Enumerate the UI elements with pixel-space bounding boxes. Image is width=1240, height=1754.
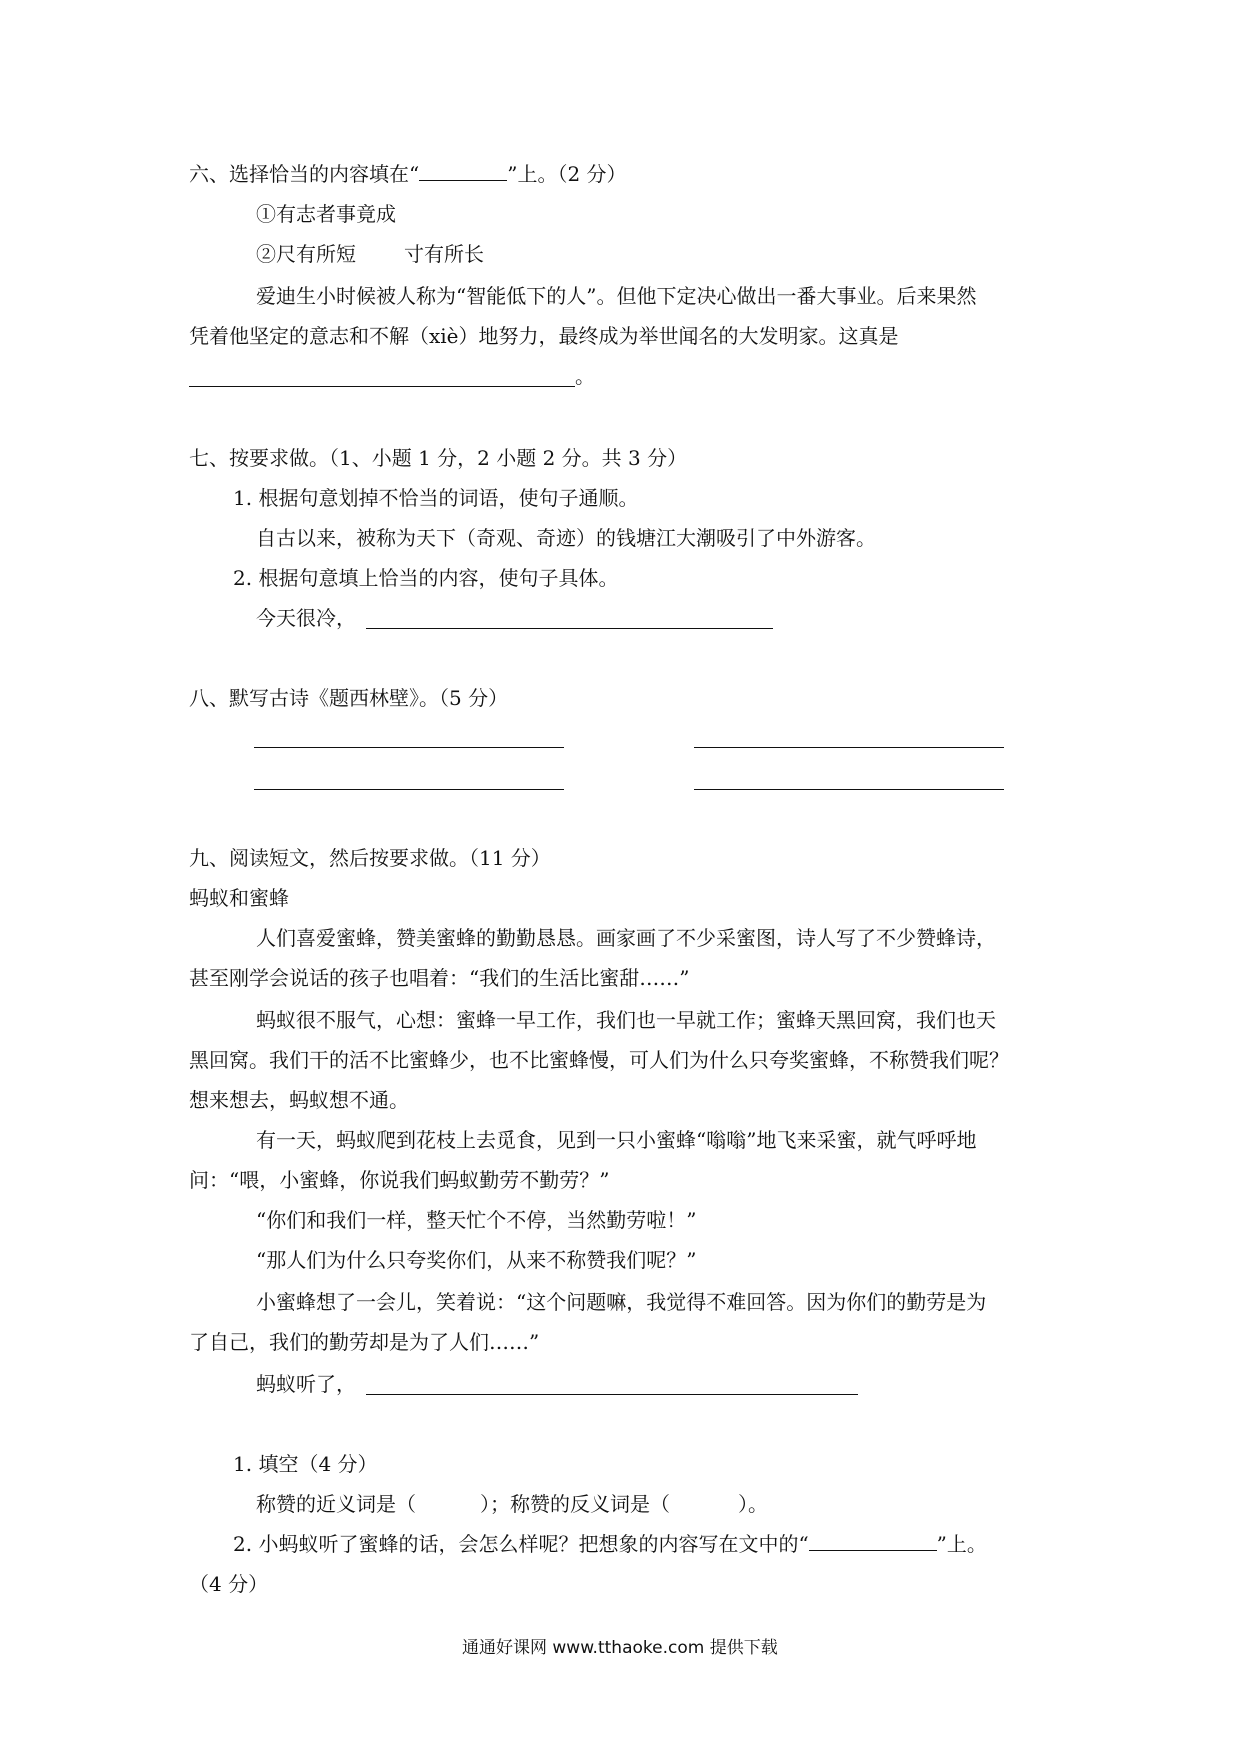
paragraph-line: 爱迪生小时候被人称为“智能低下的人”。但他下定决心做出一番大事业。后来果然 [256, 284, 977, 308]
section-8-heading: 八、默写古诗《题西林壁》。（5 分） [189, 686, 509, 710]
question-1-sentence: 自古以来，被称为天下（奇观、奇迹）的钱塘江大潮吸引了中外游客。 [256, 526, 876, 550]
question-text: ”上。 [936, 1532, 987, 1556]
option-2-part-b: 寸有所长 [404, 242, 484, 266]
option-2-part-a: ②尺有所短 [256, 242, 356, 266]
poem-line [694, 789, 1004, 790]
story-line: 蚂蚁很不服气，心想：蜜蜂一早工作，我们也一早就工作；蜜蜂天黑回窝，我们也天 [256, 1008, 996, 1032]
question-1: 1. 根据句意划掉不恰当的词语，使句子通顺。 [233, 486, 639, 510]
question-2: 2. 根据句意填上恰当的内容，使句子具体。 [233, 566, 619, 590]
paragraph-line: 凭着他坚定的意志和不解（xiè）地努力，最终成为举世闻名的大发明家。这真是 [189, 324, 899, 348]
story-line: 人们喜爱蜜蜂，赞美蜜蜂的勤勤恳恳。画家画了不少采蜜图，诗人写了不少赞蜂诗， [256, 926, 996, 950]
answer-line [366, 628, 773, 629]
answer-line [366, 1394, 858, 1395]
story-title: 蚂蚁和蜜蜂 [189, 886, 289, 910]
s9-question-2 [233, 1530, 987, 1558]
poem-line [254, 747, 564, 748]
poem-line [254, 789, 564, 790]
story-line: 甚至刚学会说话的孩子也唱着：“我们的生活比蜜甜……” [189, 966, 690, 990]
option-2 [256, 240, 484, 268]
fill-text: 称赞的近义词是（ [256, 1492, 416, 1516]
option-1: ①有志者事竟成 [256, 202, 396, 226]
period: 。 [575, 364, 595, 388]
poem-line [694, 747, 1004, 748]
section-6-heading [189, 160, 627, 188]
footer-text: 通通好课网 www.tthaoke.com 提供下载 [462, 1638, 778, 1658]
story-line: 问：“喂，小蜜蜂，你说我们蚂蚁勤劳不勤劳？” [189, 1168, 610, 1192]
question-2-sentence: 今天很冷， [256, 606, 356, 630]
heading-text: ”上。（2 分） [507, 162, 627, 186]
story-line: 有一天，蚂蚁爬到花枝上去觅食，见到一只小蜜蜂“嗡嗡”地飞来采蜜，就气呼呼地 [256, 1128, 977, 1152]
fill-text: ）。 [738, 1492, 768, 1516]
section-9-heading: 九、阅读短文，然后按要求做。（11 分） [189, 846, 551, 870]
s9-question-2-score: （4 分） [189, 1572, 269, 1596]
story-line: 想来想去，蚂蚁想不通。 [189, 1088, 409, 1112]
fill-text: ）；称赞的反义词是（ [480, 1492, 670, 1516]
fill-blank [809, 1530, 937, 1551]
story-line: 蚂蚁听了， [256, 1372, 356, 1396]
answer-line [189, 386, 575, 387]
story-line: 了自己，我们的勤劳却是为了人们……” [189, 1330, 540, 1354]
story-line: 小蜜蜂想了一会儿，笑着说：“这个问题嘛，我觉得不难回答。因为你们的勤劳是为 [256, 1290, 987, 1314]
fill-blank [419, 160, 507, 181]
story-line: 黑回窝。我们干的活不比蜜蜂少，也不比蜜蜂慢，可人们为什么只夸奖蜜蜂，不称赞我们呢？ [189, 1048, 1009, 1072]
section-7-heading: 七、按要求做。（1、小题 1 分，2 小题 2 分。共 3 分） [189, 446, 688, 470]
story-line: “你们和我们一样，整天忙个不停，当然勤劳啦！” [256, 1208, 697, 1232]
s9-question-1: 1. 填空（4 分） [233, 1452, 378, 1476]
story-line: “那人们为什么只夸奖你们，从来不称赞我们呢？” [256, 1248, 697, 1272]
heading-text: 六、选择恰当的内容填在“ [189, 162, 420, 186]
s9-question-1-fill [256, 1490, 768, 1518]
question-text: 2. 小蚂蚁听了蜜蜂的话，会怎么样呢？把想象的内容写在文中的“ [233, 1532, 809, 1556]
